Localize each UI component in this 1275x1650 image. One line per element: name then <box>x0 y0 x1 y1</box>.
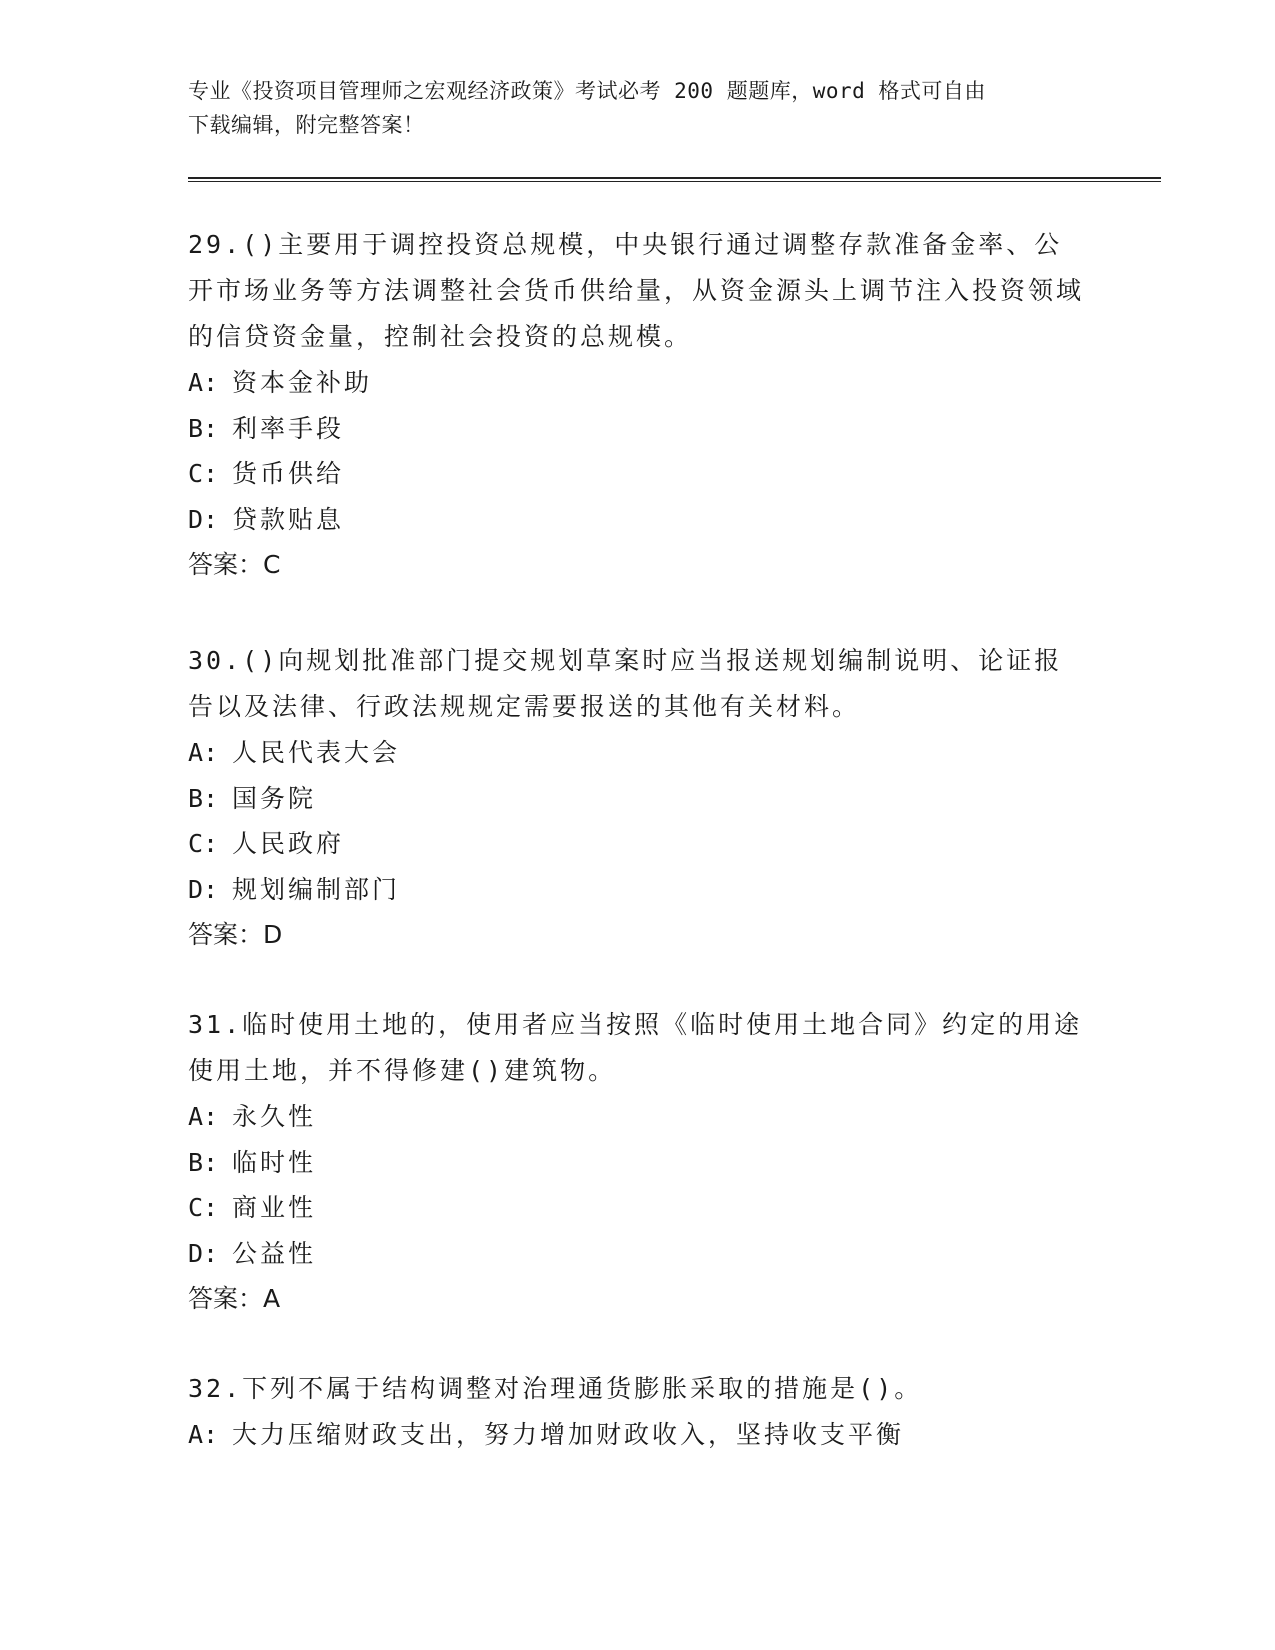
option-text: 临时性 <box>232 1147 317 1177</box>
question-block <box>188 222 1088 588</box>
option-label: B: <box>188 413 219 443</box>
option-label: A: <box>188 1420 219 1449</box>
option-text: 公益性 <box>232 1238 317 1268</box>
option-text: 大力压缩财政支出，努力增加财政收入，坚持收支平衡 <box>232 1420 905 1449</box>
question-block <box>188 638 1088 958</box>
question-stem: 31.临时使用土地的，使用者应当按照《临时使用土地合同》约定的用途使用土地，并不得修建()建筑物。 <box>188 1010 1083 1085</box>
option-text: 资本金补助 <box>232 368 373 397</box>
option-text: 人民代表大会 <box>232 738 401 767</box>
option-text: 国务院 <box>232 783 317 813</box>
option-c <box>188 1185 1088 1231</box>
option-label: C: <box>188 829 219 858</box>
option-label: C: <box>188 1193 219 1222</box>
question-block <box>188 1002 1088 1322</box>
option-text: 利率手段 <box>232 413 345 443</box>
option-label: A: <box>188 738 219 767</box>
option-label: C: <box>188 459 219 488</box>
option-label: A: <box>188 368 219 397</box>
question-stem: 32.下列不属于结构调整对治理通货膨胀采取的措施是()。 <box>188 1374 923 1403</box>
option-text: 商业性 <box>232 1193 317 1222</box>
option-text: 人民政府 <box>232 829 345 858</box>
option-label: D: <box>188 874 219 904</box>
option-a <box>188 730 1088 776</box>
option-label: B: <box>188 1147 219 1177</box>
option-a <box>188 1412 1088 1458</box>
question-block <box>188 1366 1088 1458</box>
option-d <box>188 1231 1088 1277</box>
question-stem: 30.()向规划批准部门提交规划草案时应当报送规划编制说明、论证报告以及法律、行政法规规定需要报送的其他有关材料。 <box>188 646 1063 721</box>
option-a <box>188 1094 1088 1140</box>
option-b <box>188 776 1088 822</box>
option-label: B: <box>188 783 219 813</box>
header-line-2: 下载编辑，附完整答案！ <box>188 113 425 137</box>
option-text: 货币供给 <box>232 459 345 488</box>
option-a <box>188 360 1088 406</box>
header-divider <box>188 177 1161 182</box>
option-label: A: <box>188 1102 219 1131</box>
option-text: 永久性 <box>232 1102 317 1131</box>
option-text: 贷款贴息 <box>232 504 345 534</box>
header-line-1: 专业《投资项目管理师之宏观经济政策》考试必考 200 题题库，word 格式可自由 <box>188 79 986 103</box>
answer-line: 答案：D <box>188 920 283 949</box>
answer-line: 答案：A <box>188 1284 281 1313</box>
option-b <box>188 1140 1088 1186</box>
document-header <box>188 74 1088 142</box>
option-c <box>188 821 1088 867</box>
answer-line: 答案：C <box>188 550 281 579</box>
option-b <box>188 406 1088 452</box>
option-d <box>188 497 1088 543</box>
option-c <box>188 451 1088 497</box>
option-d <box>188 867 1088 913</box>
option-label: D: <box>188 504 219 534</box>
option-label: D: <box>188 1238 219 1268</box>
question-stem: 29.()主要用于调控投资总规模，中央银行通过调整存款准备金率、公开市场业务等方法调整社会货币供给量，从资金源头上调节注入投资领域的信贷资金量，控制社会投资的总规模。 <box>188 230 1085 351</box>
option-text: 规划编制部门 <box>232 874 401 904</box>
